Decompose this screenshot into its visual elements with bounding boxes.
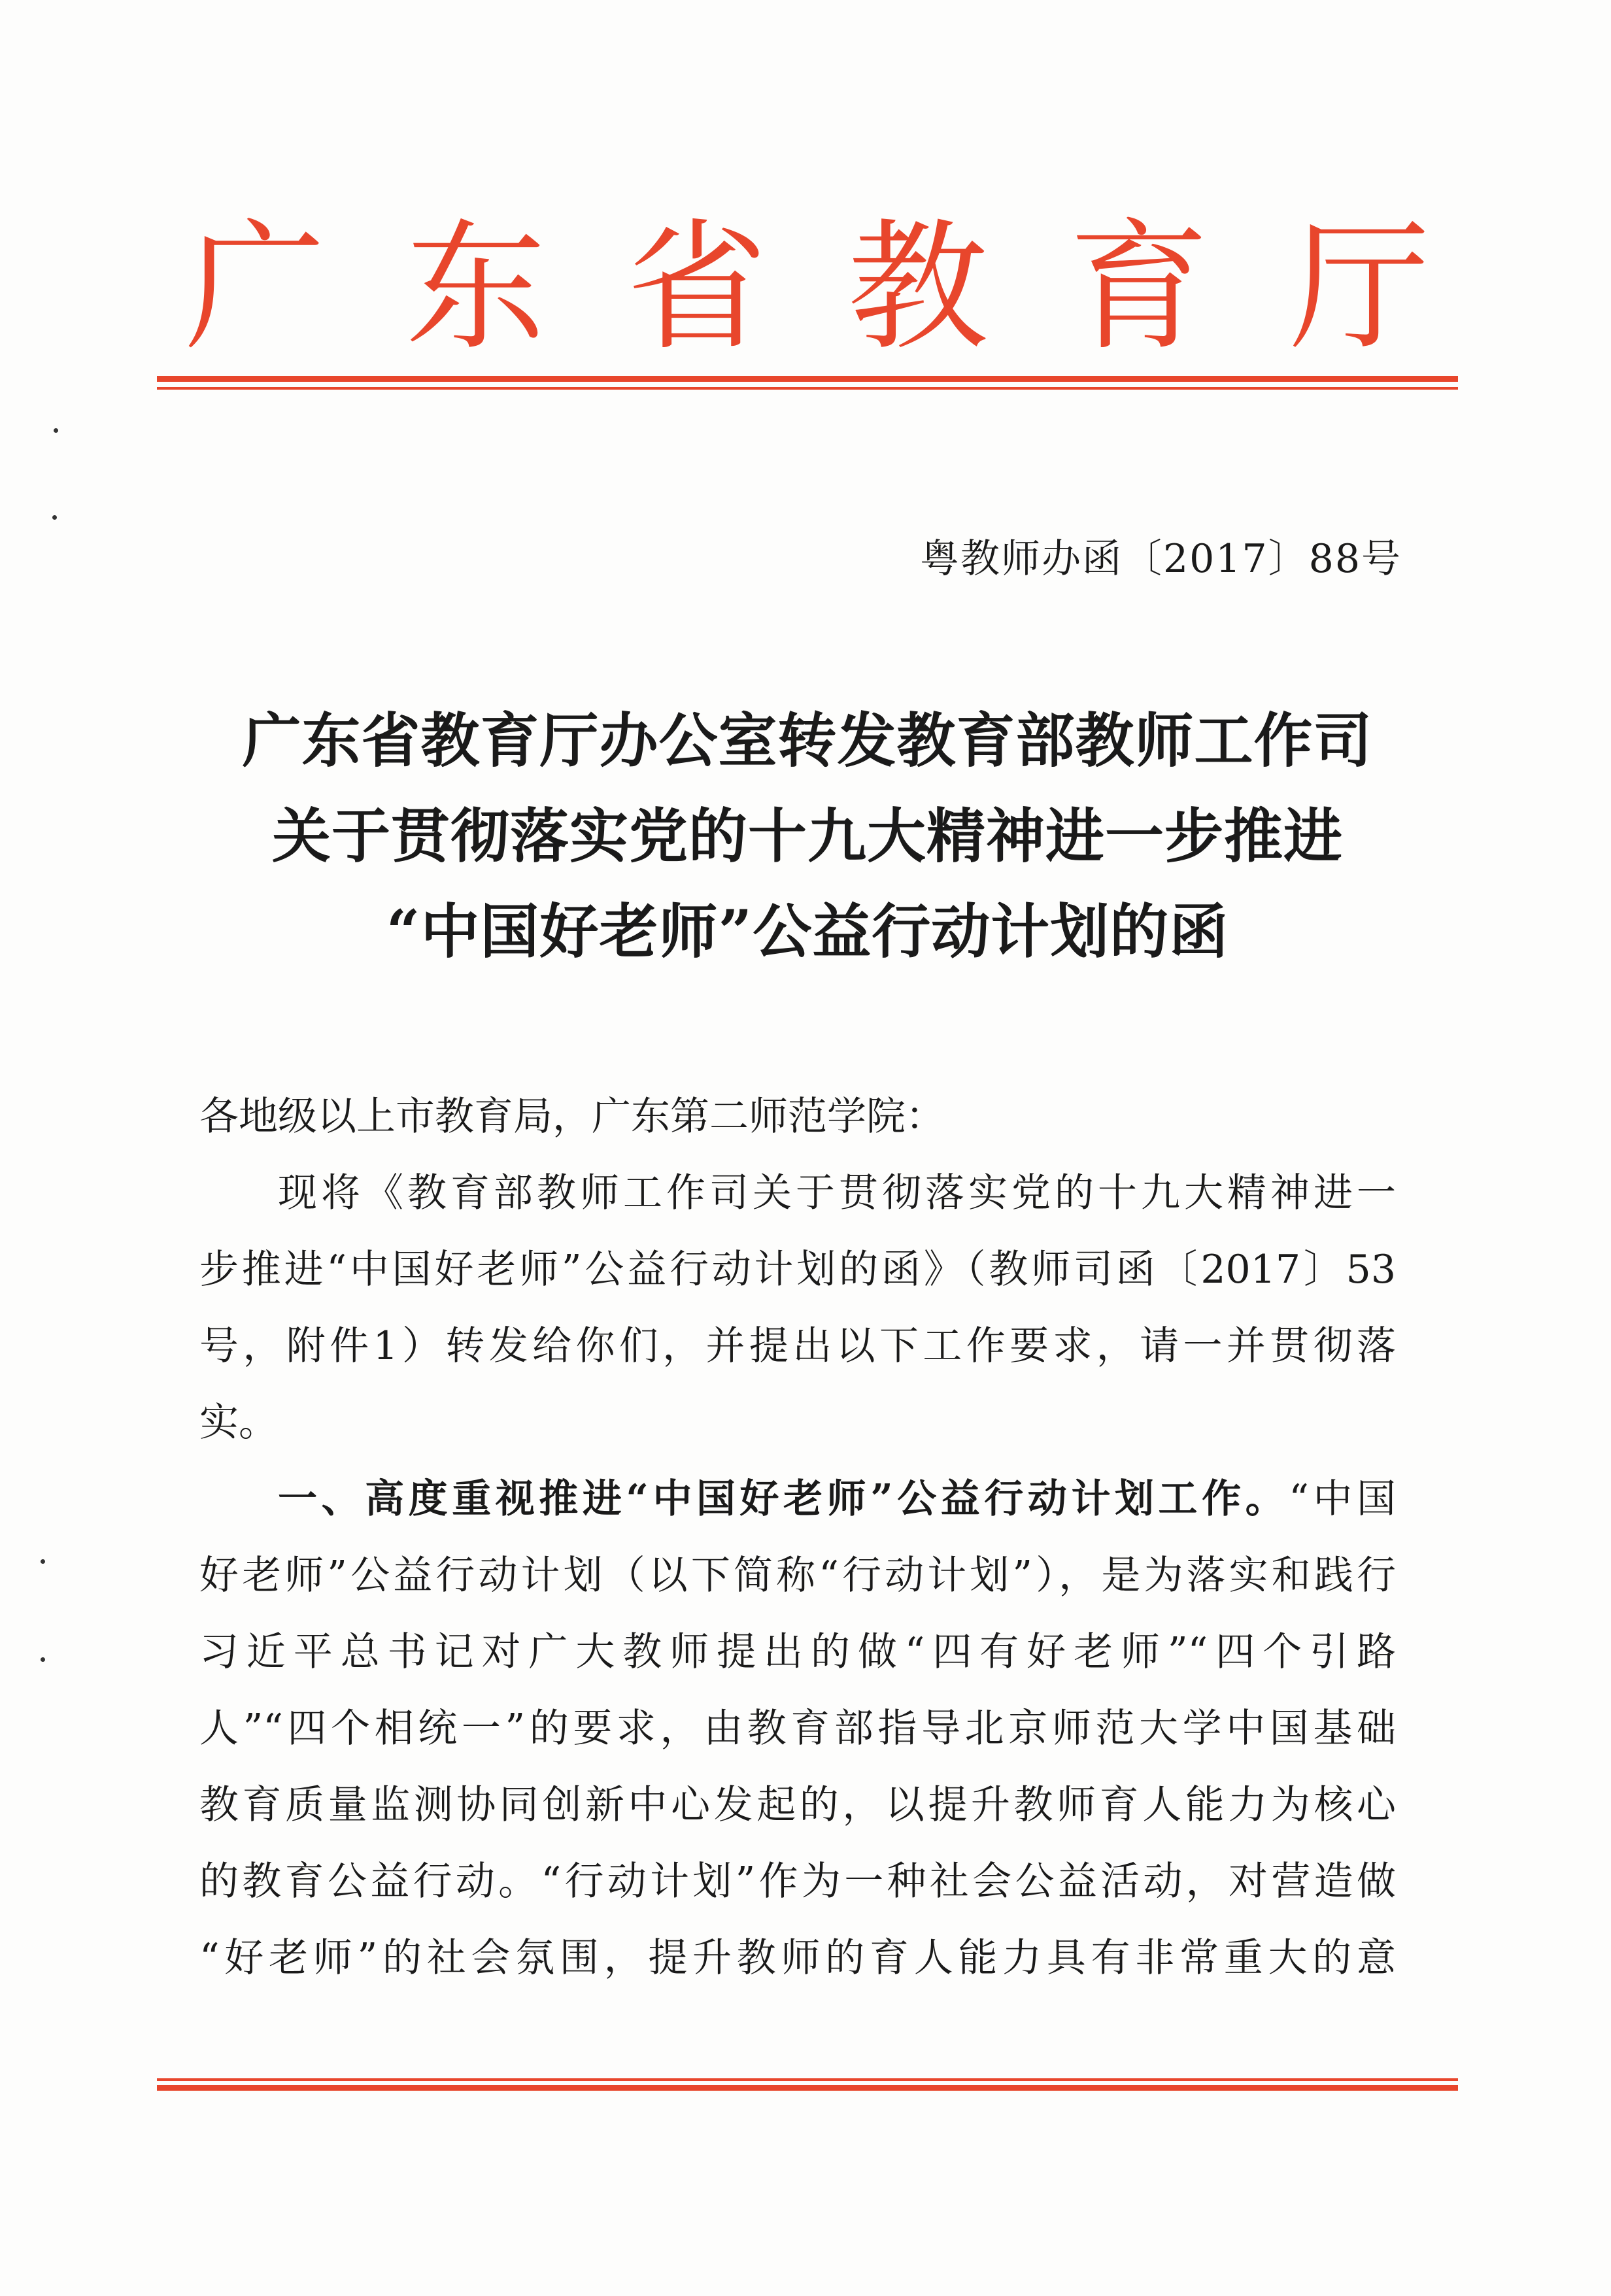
paragraph-line: 号，附件1）转发给你们，并提出以下工作要求，请一并贯彻落 (199, 1323, 1396, 1369)
letterhead-char: 省 (626, 205, 768, 369)
paragraph-line: “好老师”的社会氛围，提升教师的育人能力具有非常重大的意 (199, 1935, 1396, 1981)
paragraph-line: 步推进“中国好老师”公益行动计划的函》（教师司函〔2017〕53 (199, 1247, 1396, 1292)
paragraph-line: 实。 (199, 1400, 278, 1445)
document-body (199, 1079, 1396, 1997)
letterhead (157, 206, 1458, 369)
document-title (157, 693, 1458, 979)
letterhead-char: 东 (405, 205, 547, 369)
letterhead-char: 教 (847, 205, 989, 369)
paragraph-line: 教育质量监测协同创新中心发起的，以提升教师育人能力为核心 (199, 1782, 1396, 1828)
scan-speck (41, 1559, 45, 1564)
footer-rule-thick (157, 2085, 1458, 2091)
paragraph-line (199, 1461, 1396, 1538)
paragraph-fragment: “中国 (1289, 1476, 1396, 1522)
scan-speck (41, 1657, 45, 1662)
title-line: “中国好老师”公益行动计划的函 (386, 897, 1229, 966)
letterhead-char: 育 (1068, 205, 1210, 369)
paragraph-line: 现将《教育部教师工作司关于贯彻落实党的十九大精神进一 (278, 1170, 1396, 1216)
scan-speck (52, 515, 57, 520)
section-heading: 一、高度重视推进“中国好老师”公益行动计划工作。 (278, 1476, 1289, 1522)
paragraph-line: 的教育公益行动。“行动计划”作为一种社会公益活动，对营造做 (199, 1859, 1396, 1904)
scan-speck (54, 428, 58, 433)
letterhead-rule-thick (157, 376, 1458, 382)
letterhead-char: 广 (184, 205, 326, 369)
paragraph-line: 习近平总书记对广大教师提出的做“四有好老师”“四个引路 (199, 1629, 1396, 1675)
recipient-line: 各地级以上市教育局，广东第二师范学院： (199, 1094, 945, 1140)
title-line: 广东省教育厅办公室转发教育部教师工作司 (242, 706, 1373, 775)
paragraph-line: 人”“四个相统一”的要求，由教育部指导北京师范大学中国基础 (199, 1706, 1396, 1751)
letterhead-char: 厅 (1289, 205, 1431, 369)
document-number: 粤教师办函〔2017〕88号 (919, 536, 1402, 582)
footer-rule-thin (157, 2078, 1458, 2081)
title-line: 关于贯彻落实党的十九大精神进一步推进 (272, 802, 1343, 871)
letterhead-rule-thin (157, 387, 1458, 390)
paragraph-line: 好老师”公益行动计划（以下简称“行动计划”），是为落实和践行 (199, 1553, 1396, 1598)
